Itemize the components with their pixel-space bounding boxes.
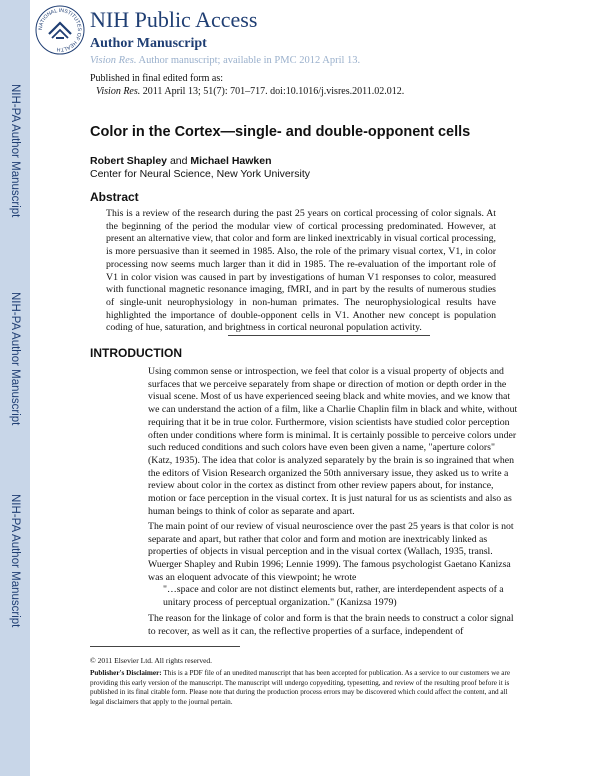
copyright-notice: © 2011 Elsevier Ltd. All rights reserved. bbox=[90, 656, 213, 665]
introduction-heading: INTRODUCTION bbox=[90, 346, 182, 360]
sidebar-label-bottom: NIH-PA Author Manuscript bbox=[9, 494, 21, 628]
affiliation: Center for Neural Science, New York University bbox=[90, 168, 311, 180]
intro-paragraph-2: The main point of our review of visual neuroscience over the past 25 years is that color is not separate and apart, but rather that color and form and motion are inextricably linked as properties of objects in visual perception and in the visual cortex (Wallach, 1935, transl. Wuerger Shapley and Rubin 1996; Lennie 1999). The famous psychologist Gaetano Kanizsa was an eloquent advocate of this viewpoint; he wrote bbox=[148, 521, 514, 583]
disclaimer-text: This is a PDF file of an unedited manuscript that has been accepted for publication. As a service to our customers we are providing this early version of the manuscript. The manuscript will undergo copyediting, typesetting, and review of the resulting proof before it is published in its final citable form. Please note that during the production process errors may be discovered which could affect the content, and all legal disclaimers that apply to the journal pertain. bbox=[90, 669, 511, 706]
author-1: Robert Shapley bbox=[90, 155, 168, 167]
author-block bbox=[90, 155, 310, 181]
author-and: and bbox=[167, 155, 191, 167]
citation-line bbox=[90, 85, 404, 98]
citation-text: 2011 April 13; 51(7): 701–717. doi:10.1016/j.visres.2011.02.012. bbox=[140, 86, 405, 97]
citation-journal: Vision Res. bbox=[96, 86, 141, 97]
disclaimer-label: Publisher's Disclaimer: bbox=[90, 669, 162, 677]
kanizsa-quote: "…space and color are not distinct elements but, rather, are interdependent aspects of a unitary process of perceptual organization." (Kanizsa 1979) bbox=[163, 584, 504, 608]
availability-journal: Vision Res. bbox=[90, 55, 137, 66]
footnote-divider bbox=[90, 646, 240, 647]
published-line: Published in final edited form as: bbox=[90, 73, 224, 84]
availability-text: Author manuscript; available in PMC 2012 April 13. bbox=[136, 55, 361, 66]
author-2: Michael Hawken bbox=[190, 155, 272, 167]
author-line bbox=[90, 155, 310, 168]
abstract-divider bbox=[228, 335, 430, 336]
svg-text:NATIONAL INSTITUTES OF HEALTH: NATIONAL INSTITUTES OF HEALTH bbox=[37, 7, 83, 53]
nih-seal-logo bbox=[34, 4, 86, 56]
article-title: Color in the Cortex—single- and double-opponent cells bbox=[90, 124, 471, 140]
abstract-heading: Abstract bbox=[90, 190, 139, 204]
abstract-text: This is a review of the research during the past 25 years on cortical processing of color signals. At the beginning of the period the modular view of cortical processing predominated. However, at present an alternative view, that color and form are linked inextricably in visual cortical processing, is more persuasive than it seemed in 1985. Also, the role of the primary visual cortex, V1, in color processing now seems much larger than it did in 1985. The re-evaluation of the important role of V1 in color vision was caused in part by investigations of human V1 responses to color, measured with functional magnetic resonance imaging, fMRI, and in part by the results of numerous studies of single-unit neurophysiology in non-human primates. The neurophysiological results have highlighted the importance of double-opponent cells in V1. Another new concept is population coding of hue, saturation, and brightness in cortical neuronal population activity. bbox=[106, 208, 497, 334]
author-manuscript-label: Author Manuscript bbox=[90, 36, 207, 51]
publisher-disclaimer bbox=[90, 669, 514, 707]
availability-line bbox=[90, 55, 360, 66]
sidebar-label-middle: NIH-PA Author Manuscript bbox=[9, 292, 21, 426]
nih-public-access-title: NIH Public Access bbox=[90, 7, 258, 32]
publication-note bbox=[90, 72, 404, 98]
sidebar-label-top: NIH-PA Author Manuscript bbox=[9, 84, 21, 218]
intro-paragraph-1: Using common sense or introspection, we feel that color is a visual property of objects and surfaces that we perceive separately from shape or direction of motion or depth order in the visual scene. Most of us have experienced seeing black and white movies, and we know that we can understand the action of a film, like a Charlie Chaplin film in black and white, without requiring that it be in true color. Furthermore, vision scientists have studied color perception often under conditions where form is minimal. It is certainly possible to perceive colors under such reduced conditions and such colors have even been given a name, "aperture colors" (Katz, 1935). The idea that color is analyzed separately by the brain is so ingrained that when the editors of Vision Research organized the 50th anniversary issue, they asked us to write a review about color in the cortex as distinct from other review papers about, for instance, motion or face perception in the visual cortex. It is just natural for us as scientists and also as human beings to think of color as separate and apart. bbox=[148, 366, 518, 517]
nih-pa-sidebar bbox=[0, 0, 30, 776]
intro-paragraph-3: The reason for the linkage of color and form is that the brain needs to construct a color signal to recover, as well as it can, the reflective properties of a surface, independent of bbox=[148, 613, 514, 637]
